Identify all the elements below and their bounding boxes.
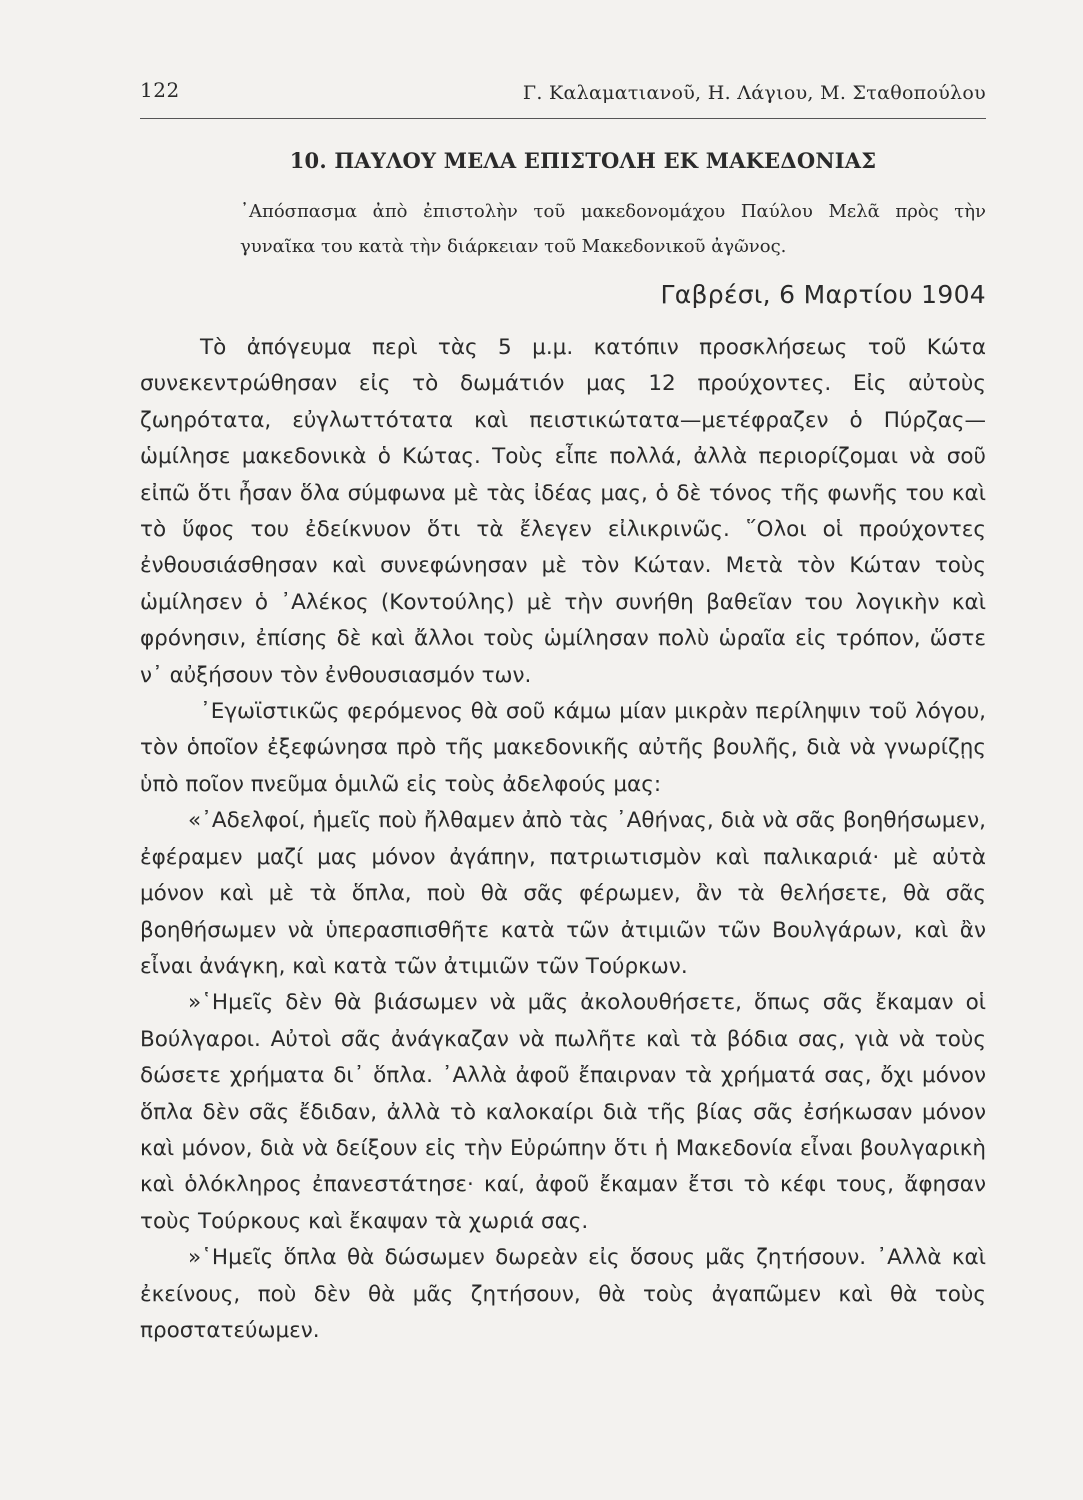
speech-paragraph-2: »῾Ημεῖς δὲν θὰ βιάσωμεν νὰ μᾶς ἀκολουθήσετε, ὅπως σᾶς ἔκαμαν οἱ Βούλγαροι. Αὐτοὶ σᾶς ἀνάγκαζαν νὰ πωλῆτε καὶ τὰ βόδια σας, γιὰ νὰ τοὺς δώσετε χρήματα δι᾿ ὅπλα. ᾿Αλλὰ ἀφοῦ ἔπαιρναν τὰ χρήματά σας, ὄχι μόνον ὅπλα δὲν σᾶς ἔδιδαν, ἀλλὰ τὸ καλοκαίρι διὰ τῆς βίας σᾶς ἐσήκωσαν μόνον καὶ μόνον, διὰ νὰ δείξουν εἰς τὴν Εὐρώπην ὅτι ἡ Μακεδονία εἶναι βουλγαρικὴ καὶ ὁλόκληρος ἐπανεστάτησε· καί, ἀφοῦ ἔκαμαν ἔτσι τὸ κέφι τους, ἄφησαν τοὺς Τούρκους καὶ ἔκαψαν τὰ χωριά σας.: [140, 990, 986, 1234]
body-paragraph-2: ᾿Εγωϊστικῶς φερόμενος θὰ σοῦ κάμω μίαν μικρὰν περίληψιν τοῦ λόγου, τὸν ὁποῖον ἐξεφώνησα πρὸ τῆς μακεδονικῆς αὐτῆς βουλῆς, διὰ νὰ γνωρίζῃς ὑπὸ ποῖον πνεῦμα ὁμιλῶ εἰς τοὺς ἀδελφούς μας:: [140, 699, 986, 797]
running-header: [140, 78, 986, 119]
body-paragraph-1: Τὸ ἀπόγευμα περὶ τὰς 5 μ.μ. κατόπιν προσκλήσεως τοῦ Κώτα συνεκεντρώθησαν εἰς τὸ δωμάτιόν μας 12 προύχοντες. Εἰς αὐτοὺς ζωηρότατα, εὐγλωττότατα καὶ πειστικώτατα—μετέφραζεν ὁ Πύρζας—ὡμίλησε μακεδονικὰ ὁ Κώτας. Τοὺς εἶπε πολλά, ἀλλὰ περιορίζομαι νὰ σοῦ εἰπῶ ὅτι ἦσαν ὅλα σύμφωνα μὲ τὰς ἰδέας μας, ὁ δὲ τόνος τῆς φωνῆς του καὶ τὸ ὕφος του ἐδείκνυον ὅτι τὰ ἔλεγεν εἰλικρινῶς. ῞Ολοι οἱ προύχοντες ἐνθουσιάσθησαν καὶ συνεφώνησαν μὲ τὸν Κώταν. Μετὰ τὸν Κώταν τοὺς ὡμίλησεν ὁ ᾿Αλέκος (Κοντούλης) μὲ τὴν συνήθη βαθεῖαν του λογικὴν καὶ φρόνησιν, ἐπίσης δὲ καὶ ἄλλοι τοὺς ὡμίλησαν πολὺ ὡραῖα εἰς τρόπον, ὥστε ν᾿ αὐξήσουν τὸν ἐνθουσιασμόν των.: [140, 335, 986, 688]
letter-body: [140, 330, 986, 1349]
document-title: 10. ΠΑΥΛΟΥ ΜΕΛΑ ΕΠΙΣΤΟΛΗ ΕΚ ΜΑΚΕΔΟΝΙΑΣ: [289, 148, 877, 173]
running-title: Γ. Καλαματιανοῦ, Η. Λάγιου, Μ. Σταθοπούλου: [522, 82, 986, 104]
speech-paragraph-1: «᾿Αδελφοί, ἡμεῖς ποὺ ἤλθαμεν ἀπὸ τὰς ᾿Αθήνας, διὰ νὰ σᾶς βοηθήσωμεν, ἐφέραμεν μαζί μας μόνον ἀγάπην, πατριωτισμὸν καὶ παλικαριά· μὲ αὐτὰ μόνον καὶ μὲ τὰ ὅπλα, ποὺ θὰ σᾶς φέρωμεν, ἂν τὰ θελήσετε, θὰ σᾶς βοηθήσωμεν νὰ ὑπερασπισθῆτε κατὰ τῶν ἀτιμιῶν τῶν Βουλγάρων, καὶ ἂν εἶναι ἀνάγκη, καὶ κατὰ τῶν ἀτιμιῶν τῶν Τούρκων.: [140, 808, 986, 979]
page-number: 122: [140, 78, 180, 102]
document-intro: ᾿Απόσπασμα ἀπὸ ἐπιστολὴν τοῦ μακεδονομάχου Παύλου Μελᾶ πρὸς τὴν γυναῖκα του κατὰ τὴν διάρκειαν τοῦ Μακεδονικοῦ ἀγῶνος.: [240, 201, 986, 257]
letter-dateline: Γαβρέσι, 6 Μαρτίου 1904: [660, 280, 986, 309]
speech-paragraph-3: »῾Ημεῖς ὅπλα θὰ δώσωμεν δωρεὰν εἰς ὅσους μᾶς ζητήσουν. ᾿Αλλὰ καὶ ἐκείνους, ποὺ δὲν θὰ μᾶς ζητήσουν, θὰ τοὺς ἀγαπῶμεν καὶ θὰ τοὺς προστατεύωμεν.: [140, 1245, 986, 1343]
